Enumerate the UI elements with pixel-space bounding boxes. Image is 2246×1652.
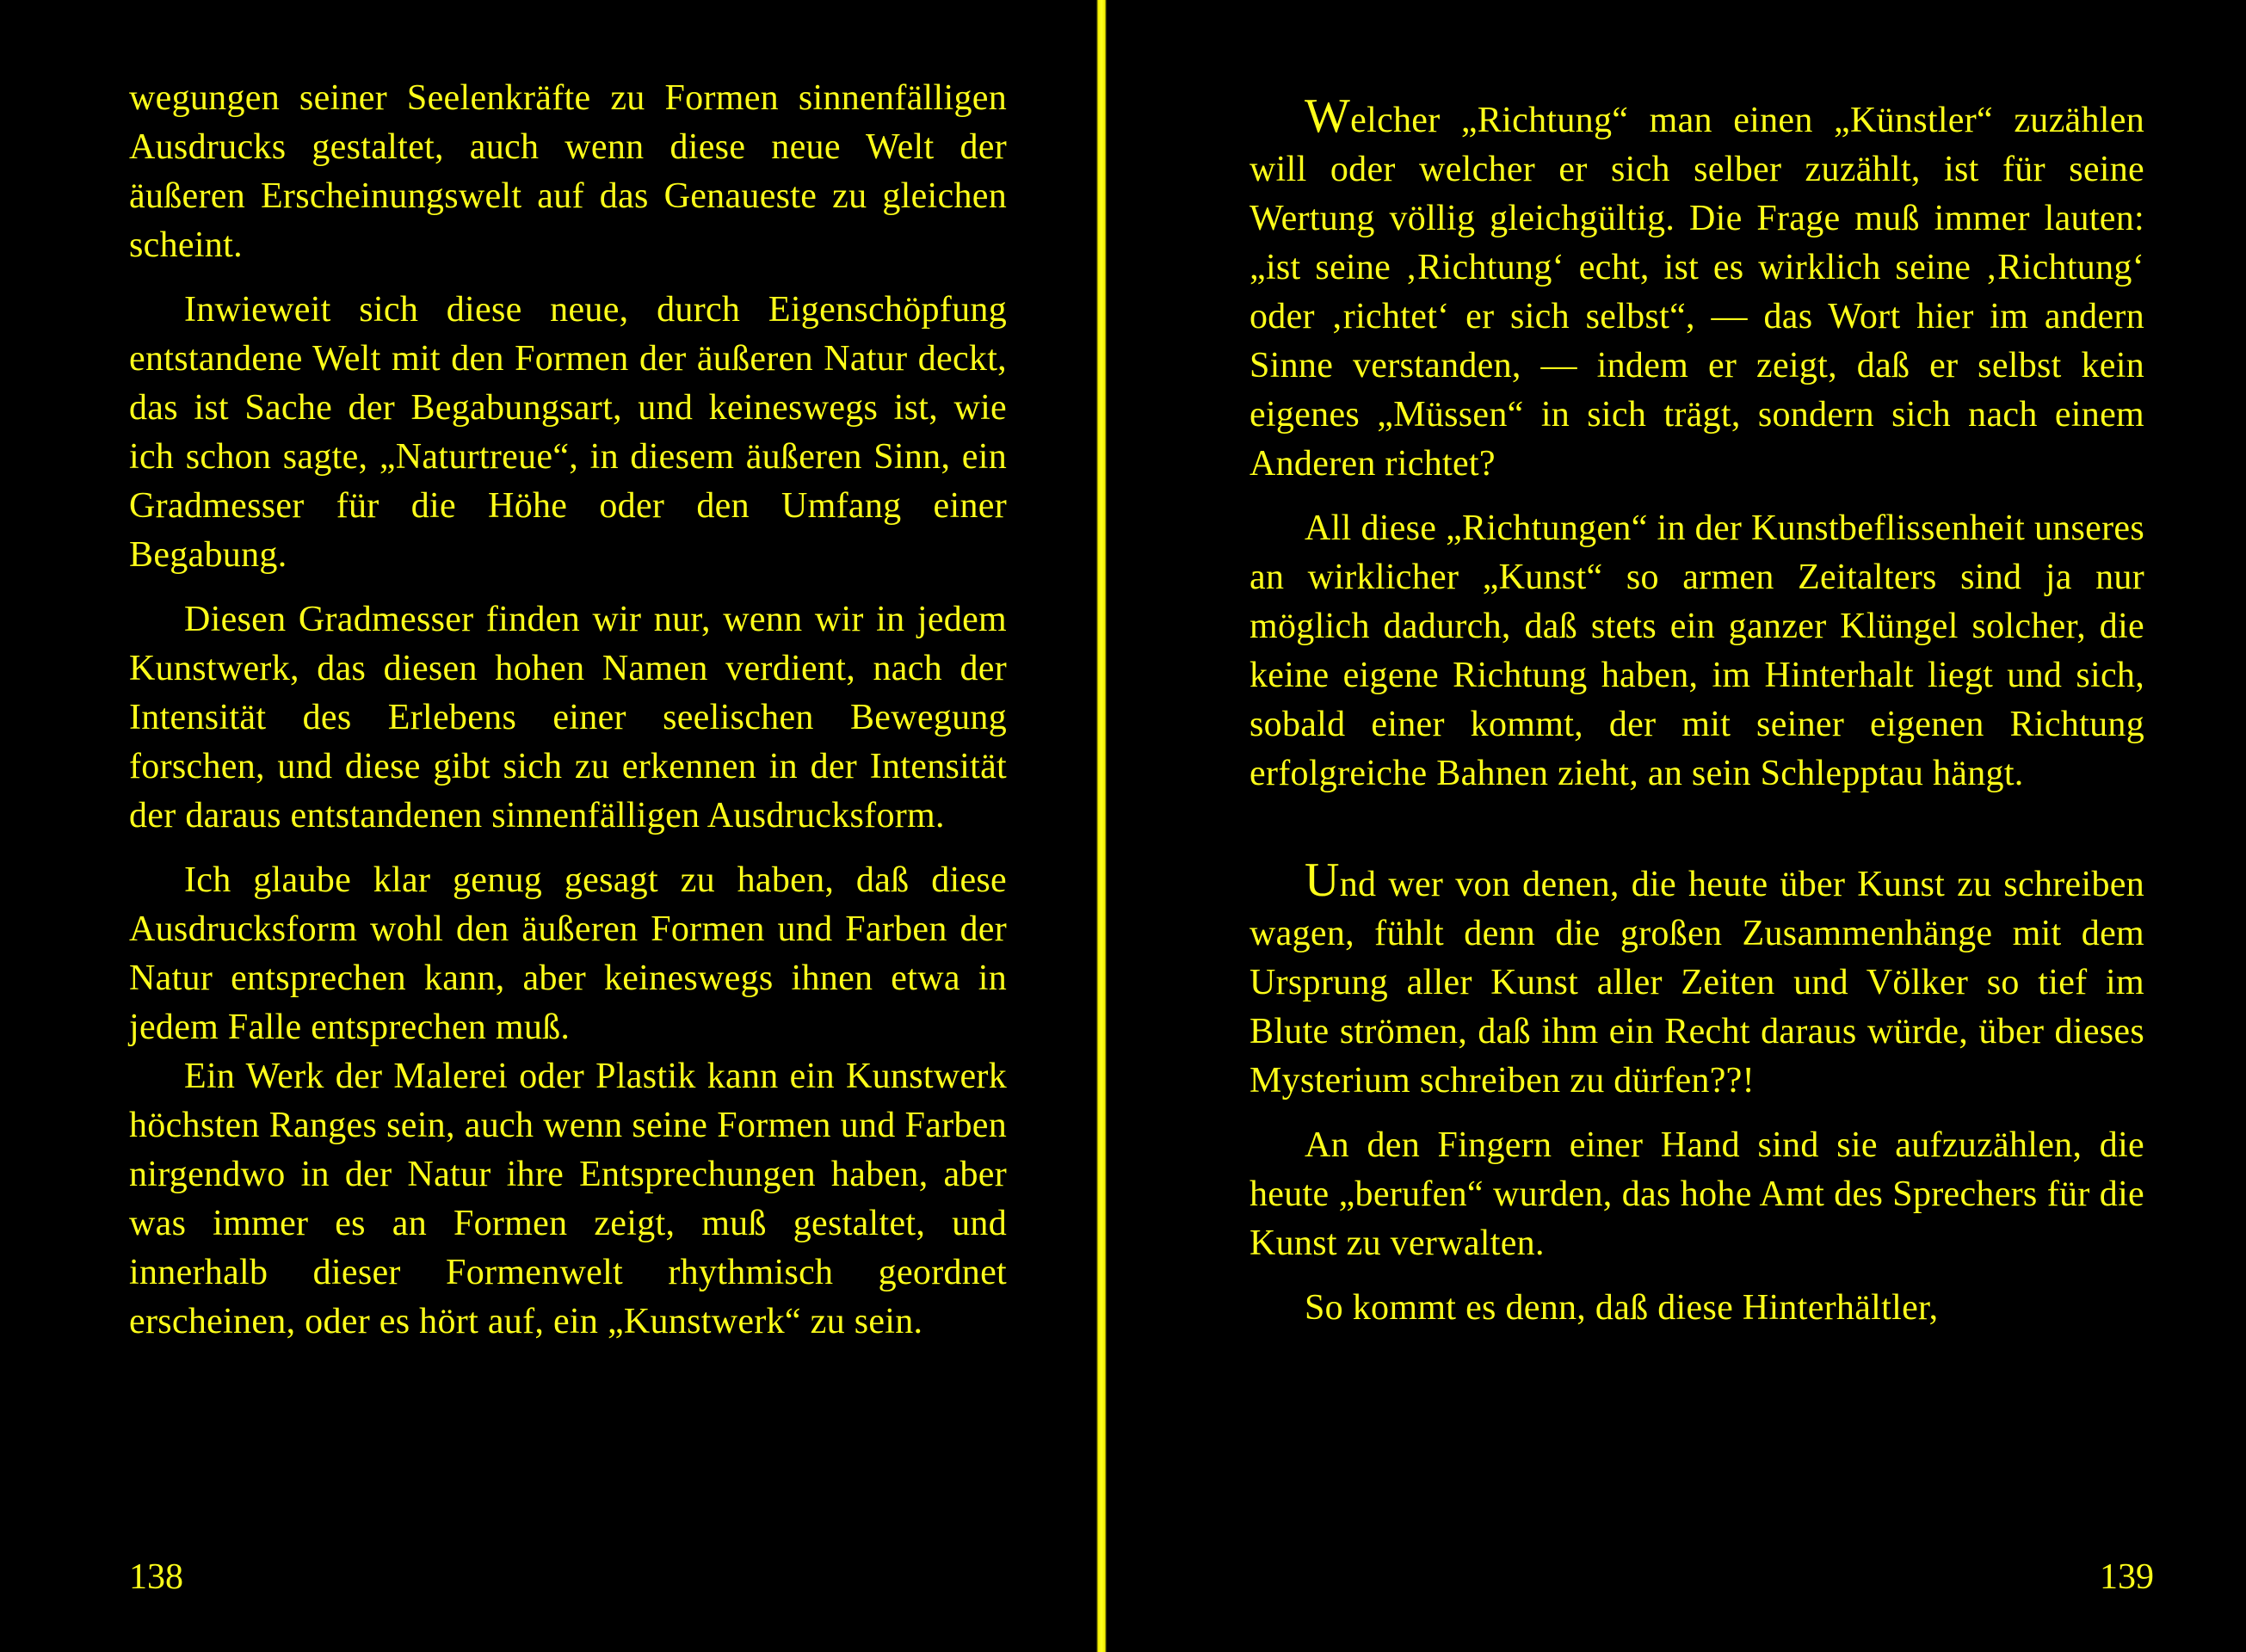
- gutter-fold-line: [1096, 0, 1107, 1652]
- left-page-text: [129, 74, 1007, 1347]
- right-section1-paragraph-2: All diese „Richtungen“ in der Kunstbeflissenheit unseres an wirklicher „Kunst“ so armen Zeitalters sind ja nur möglich dadurch, daß stets ein ganzer Klüngel solcher, die keine eigene Richtung haben, im Hinterhalt liegt und sich, sobald einer kommt, der mit seiner eigenen Richtung erfolgreiche Bahnen zieht, an sein Schlepptau hängt.: [1249, 509, 2144, 793]
- left-paragraph-1: wegungen seiner Seelenkräfte zu Formen sinnenfälligen Ausdrucks gestaltet, auch wenn diese neue Welt der äußeren Erscheinungswelt auf das Genaueste zu gleichen scheint.: [129, 78, 1007, 265]
- right-section2-paragraph-1: [1249, 854, 2144, 1106]
- left-paragraph-4: Ich glaube klar genug gesagt zu haben, daß diese Ausdrucksform wohl den äußeren Formen und Farben der Natur entsprechen kann, aber keineswegs ihnen etwa in jedem Falle entsprechen muß.: [129, 860, 1007, 1047]
- left-page: [0, 0, 1086, 1652]
- left-page-number: 138: [129, 1557, 183, 1597]
- left-paragraph-2: Inwieweit sich diese neue, durch Eigenschöpfung entstandene Welt mit den Formen der äußeren Natur deckt, das ist Sache der Begabungsart, und keineswegs ist, wie ich schon sagte, „Naturtreue“, in diesem äußeren Sinn, ein Gradmesser für die Höhe oder den Umfang einer Begabung.: [129, 290, 1007, 575]
- right-section1-paragraph-1: [1249, 89, 2144, 489]
- right-page: [1112, 0, 2246, 1652]
- right-section2-paragraph-2: An den Fingern einer Hand sind sie aufzuzählen, die heute „berufen“ wurden, das hohe Amt des Sprechers für die Kunst zu verwalten.: [1249, 1125, 2144, 1263]
- drop-initial-w: W: [1305, 89, 1351, 143]
- right-page-text: [1249, 89, 2144, 1333]
- left-paragraph-5: Ein Werk der Malerei oder Plastik kann ein Kunstwerk höchsten Ranges sein, auch wenn seine Formen und Farben nirgendwo in der Natur ihre Entsprechungen haben, aber was immer es an Formen zeigt, muß gestaltet, und innerhalb dieser Formenwelt rhythmisch geordnet erscheinen, oder es hört auf, ein „Kunstwerk“ zu sein.: [129, 1057, 1007, 1341]
- right-section1-paragraph-1-text: elcher „Richtung“ man einen „Künstler“ zuzählen will oder welcher er sich selber zuzählt, ist für seine Wertung völlig gleichgültig. Die Frage muß immer lauten: „ist seine ‚Richtung‘ echt, ist es wirklich seine ‚Richtung‘ oder ‚richtet‘ er sich selbst“, — das Wort hier im andern Sinne verstanden, — indem er zeigt, daß er selbst kein eigenes „Müssen“ in sich trägt, sondern sich nach einem Anderen richtet?: [1249, 101, 2144, 484]
- right-page-number: 139: [2100, 1557, 2154, 1597]
- right-section2-paragraph-1-text: nd wer von denen, die heute über Kunst zu schreiben wagen, fühlt denn die großen Zusammenhänge mit dem Ursprung aller Kunst aller Zeiten und Völker so tief im Blute strömen, daß ihm ein Recht daraus würde, über dieses Mysterium schreiben zu dürfen??!: [1249, 865, 2144, 1100]
- left-paragraph-3: Diesen Gradmesser finden wir nur, wenn wir in jedem Kunstwerk, das diesen hohen Namen verdient, nach der Intensität des Erlebens einer seelischen Bewegung forschen, und diese gibt sich zu erkennen in der Intensität der daraus entstandenen sinnenfälligen Ausdrucksform.: [129, 600, 1007, 835]
- right-section2-paragraph-3: So kommt es denn, daß diese Hinterhältler,: [1305, 1288, 1939, 1328]
- drop-initial-u: U: [1305, 854, 1340, 907]
